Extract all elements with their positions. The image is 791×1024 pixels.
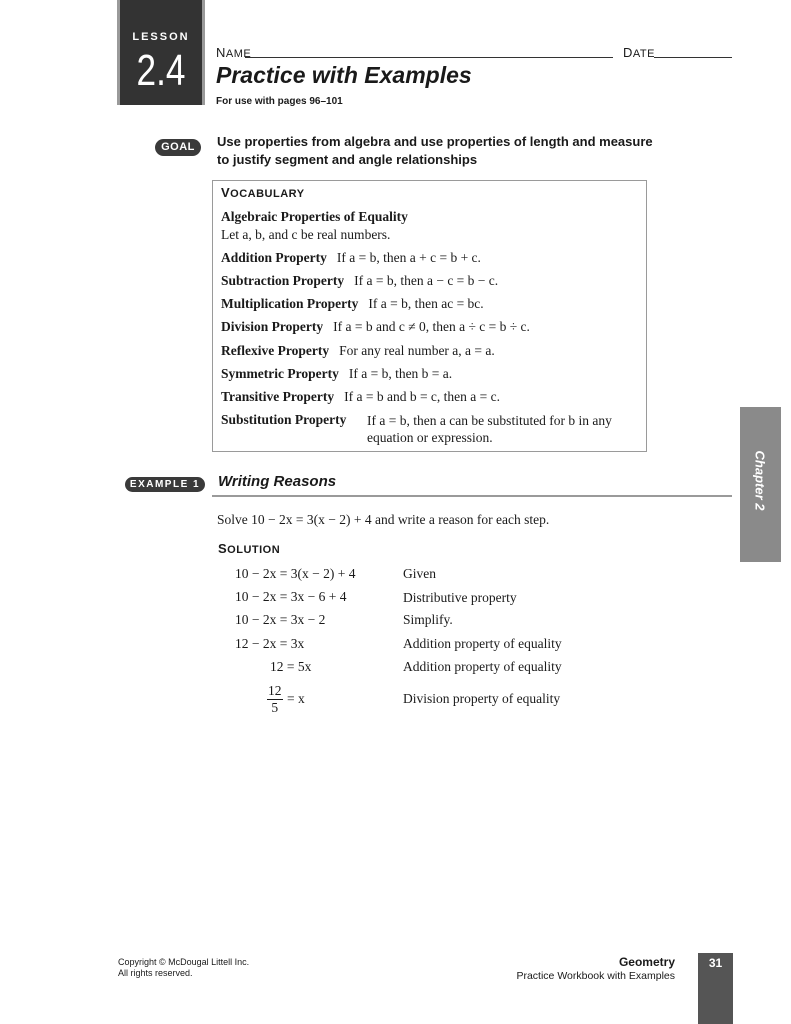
chapter-tab xyxy=(740,407,781,562)
vocab-item: Reflexive Property For any real number a, a = a. xyxy=(221,343,495,358)
chapter-label: Chapter 2 xyxy=(752,450,768,511)
fraction xyxy=(267,683,283,716)
vocab-item: Symmetric Property If a = b, then b = a. xyxy=(221,366,453,381)
vocab-item: Transitive Property If a = b and b = c, then a = c. xyxy=(221,389,501,404)
step-equation: 12 = 5x xyxy=(270,659,312,674)
fraction-denominator: 5 xyxy=(271,700,279,715)
book-title: Geometry xyxy=(618,955,675,969)
vocabulary-intro: Let a, b, and c be real numbers. xyxy=(221,227,391,242)
lesson-label: LESSON xyxy=(132,31,190,43)
step-reason: Distributive property xyxy=(403,590,517,605)
page-reference: For use with pages 96–101 xyxy=(216,96,343,107)
vocab-item: Division Property If a = b and c ≠ 0, then a ÷ c = b ÷ c. xyxy=(221,319,530,334)
step-reason: Simplify. xyxy=(403,612,453,627)
vocabulary-subtitle: Algebraic Properties of Equality xyxy=(221,209,408,224)
date-label: DATE xyxy=(623,45,655,60)
example-title: Writing Reasons xyxy=(218,473,337,490)
name-label: NAME xyxy=(216,45,252,60)
lesson-number: 2.4 xyxy=(136,46,186,95)
vocab-item: Multiplication Property If a = b, then ac = bc. xyxy=(221,296,484,311)
step-equation: 10 − 2x = 3x − 2 xyxy=(235,612,326,627)
copyright-line: All rights reserved. xyxy=(118,968,193,978)
vocabulary-title: VOCABULARY xyxy=(221,185,305,200)
step-reason: Addition property of equality xyxy=(403,636,562,651)
copyright-line: Copyright © McDougal Littell Inc. xyxy=(118,957,250,967)
step-reason: Addition property of equality xyxy=(403,659,562,674)
goal-badge: GOAL xyxy=(155,139,201,156)
step-equation: 12 − 2x = 3x xyxy=(235,636,305,651)
copyright xyxy=(118,957,249,979)
page-title: Practice with Examples xyxy=(216,62,472,88)
example-badge: EXAMPLE 1 xyxy=(125,477,205,492)
solution-label: SOLUTION xyxy=(218,541,281,556)
step-equation: 10 − 2x = 3(x − 2) + 4 xyxy=(235,566,356,581)
goal-text: Use properties from algebra and use properties of length and measure to justify segment and angle relationships xyxy=(217,134,653,167)
vocab-definition: If a = b, then a can be substituted for b in any equation or expression. xyxy=(367,413,612,445)
divider xyxy=(212,495,732,497)
date-field[interactable] xyxy=(654,57,732,58)
vocab-item: Subtraction Property If a = b, then a − c = b − c. xyxy=(221,273,499,288)
book-subtitle: Practice Workbook with Examples xyxy=(516,970,675,982)
vocab-item: Substitution Property xyxy=(221,412,347,427)
vocabulary-box xyxy=(212,180,647,452)
step-reason: Given xyxy=(403,566,436,581)
step-equation: 10 − 2x = 3x − 6 + 4 xyxy=(235,589,347,604)
fraction-numerator: 12 xyxy=(268,683,282,698)
problem-statement: Solve 10 − 2x = 3(x − 2) + 4 and write a reason for each step. xyxy=(217,512,550,527)
step-reason: Division property of equality xyxy=(403,691,561,706)
step-equation: = x xyxy=(287,691,305,706)
page-number: 31 xyxy=(708,956,723,970)
page-number-tab xyxy=(698,953,733,1024)
vocab-item: Addition Property If a = b, then a + c = b + c. xyxy=(221,250,481,265)
name-field[interactable] xyxy=(245,57,613,58)
lesson-badge xyxy=(117,0,205,105)
